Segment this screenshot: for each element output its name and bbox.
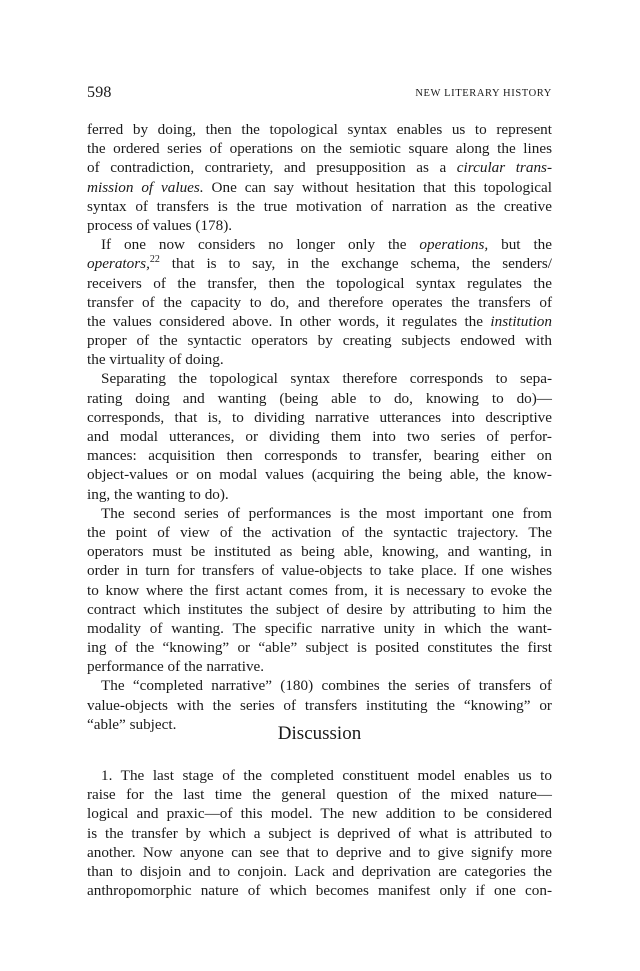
body-text [87, 120, 552, 734]
text-line: modality of wanting. The specific narrative unity in which the want- [87, 619, 552, 637]
discussion-text [87, 766, 552, 900]
text-line: value-objects with the series of transfers instituting the “knowing” or [87, 696, 552, 714]
text-line: 1. The last stage of the completed constituent model enables us to [101, 767, 552, 784]
text-line: performance of the narrative. [87, 658, 265, 676]
text-line: receivers of the transfer, then the topological syntax regulates the [87, 274, 552, 292]
text-line: corresponds, that is, to dividing narrative utterances into descriptive [87, 408, 552, 426]
text-line: order in turn for transfers of value-objects to take place. If one wishes [87, 562, 552, 580]
running-head: NEW LITERARY HISTORY [415, 88, 552, 99]
text-line: and modal utterances, or dividing them into two series of perfor- [87, 428, 552, 445]
text-line: another. Now anyone can see that to deprive and to give signify more [87, 843, 552, 861]
text-line: the virtuality of doing. [87, 351, 224, 369]
text-line: transfer of the capacity to do, and therefore operates the transfers of [87, 293, 552, 311]
page-number: 598 [87, 84, 112, 101]
text-line: is the transfer by which a subject is deprived of what is attributed to [87, 824, 552, 842]
text-line: anthropomorphic nature of which becomes manifest only if one con- [87, 882, 552, 900]
text-line: syntax of transfers is the true motivation of narration as the creative [87, 197, 552, 215]
text-line: the values considered above. In other words, it regulates the institution [87, 312, 552, 330]
text-line: the point of view of the activation of the syntactic trajectory. The [87, 523, 552, 541]
section-heading: Discussion [277, 723, 362, 744]
text-line: process of values (178). [87, 216, 233, 234]
text-line: proper of the syntactic operators by creating subjects endowed with [87, 332, 552, 350]
text-line: operators,$^{22}$ that is to say, in the exchange schema, the senders/ [87, 254, 552, 273]
text-line: of contradiction, contrariety, and presupposition as a circular trans- [87, 159, 553, 177]
text-line: raise for the last time the general question of the mixed nature— [87, 786, 552, 804]
text-line: Separating the topological syntax therefore corresponds to sepa- [101, 370, 552, 388]
page-header [87, 84, 552, 106]
text-line: The “completed narrative” (180) combines the series of transfers of [101, 677, 552, 695]
text-line: If one now considers no longer only the operations, but the [101, 236, 552, 254]
text-line: “able” subject. [87, 715, 177, 733]
text-line: The second series of performances is the most important one from [101, 504, 552, 522]
text-line: operators must be instituted as being able, knowing, and wanting, in [87, 543, 552, 561]
footnote-ref: 22 [149, 254, 160, 266]
text-line: logical and praxic—of this model. The new addition to be considered [87, 805, 552, 823]
text-line: ing, the wanting to do). [87, 485, 229, 503]
text-line: the ordered series of operations on the semiotic square along the lines [87, 140, 552, 158]
text-line: ing of the “knowing” or “able” subject is posited constitutes the first [87, 639, 552, 657]
text-line: rating doing and wanting (being able to do, knowing to do)— [87, 389, 552, 407]
text-line: to know where the first actant comes from, it is necessary to evoke the [87, 581, 552, 599]
text-line: object-values or on modal values (acquiring the being able, the know- [87, 466, 552, 484]
text-line: ferred by doing, then the topological syntax enables us to represent [87, 121, 552, 138]
text-line: than to disjoin and to conjoin. Lack and deprivation are categories the [87, 862, 552, 880]
text-line: mission of values. One can say without hesitation that this topological [87, 178, 552, 196]
text-line: contract which institutes the subject of desire by attributing to him the [87, 600, 552, 618]
text-line: mances: acquisition then corresponds to transfer, bearing either on [87, 447, 552, 465]
